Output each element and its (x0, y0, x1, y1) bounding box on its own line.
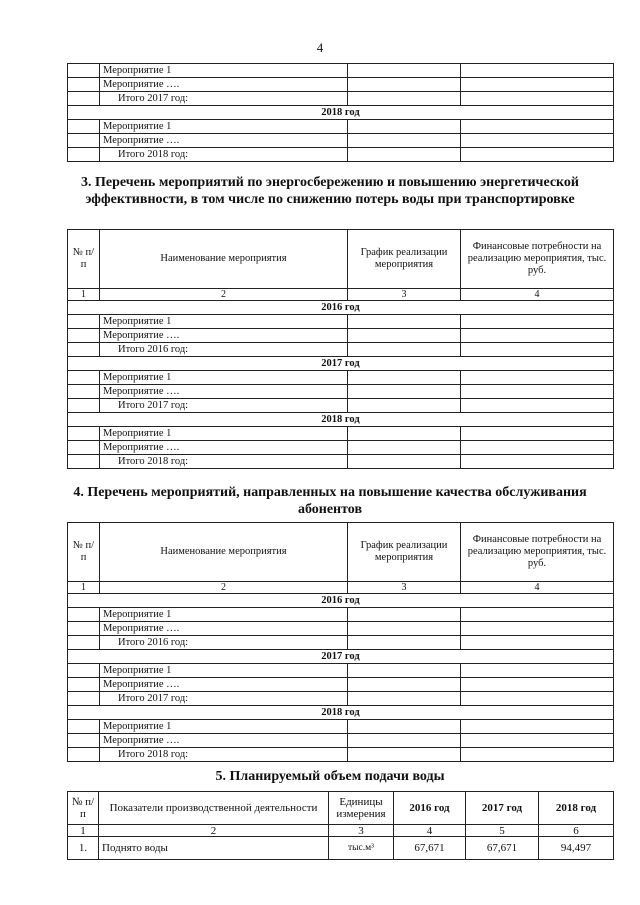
year-label: 2017 год (68, 357, 614, 371)
row-indicator: Поднято воды (99, 837, 329, 860)
item-label: Мероприятие …. (100, 78, 348, 92)
col-header-2018: 2018 год (539, 792, 614, 825)
item-label: Мероприятие 1 (100, 315, 348, 329)
col-number: 2 (100, 582, 348, 594)
col-header-unit: Единицы измерения (329, 792, 394, 825)
year-label: 2016 год (68, 594, 614, 608)
page-number: 4 (316, 40, 324, 55)
column-numbers-row (68, 289, 614, 301)
table-row (68, 692, 614, 706)
col-header-num: № п/п (68, 792, 99, 825)
year-label: 2018 год (68, 706, 614, 720)
year-row (68, 357, 614, 371)
item-label: Мероприятие 1 (100, 64, 348, 78)
item-label: Мероприятие 1 (100, 371, 348, 385)
col-header-schedule: График реализации мероприятия (348, 230, 461, 289)
total-label: Итого 2016 год: (100, 636, 348, 650)
column-numbers-row (68, 825, 614, 837)
col-number: 5 (466, 825, 539, 837)
column-numbers-row (68, 582, 614, 594)
table-row (68, 622, 614, 636)
col-number: 6 (539, 825, 614, 837)
table-row (68, 441, 614, 455)
col-number: 4 (461, 582, 614, 594)
table-row (68, 64, 614, 78)
table-row (68, 385, 614, 399)
section5-table (67, 791, 614, 860)
col-header-schedule: График реализации мероприятия (348, 523, 461, 582)
table-row (68, 664, 614, 678)
header-row (68, 523, 614, 582)
col-header-finance: Финансовые потребности на реализацию мероприятия, тыс. руб. (461, 230, 614, 289)
table-row (68, 78, 614, 92)
item-label: Мероприятие …. (100, 678, 348, 692)
table-row (68, 427, 614, 441)
year-row (68, 301, 614, 315)
col-header-2016: 2016 год (394, 792, 466, 825)
col-number: 2 (99, 825, 329, 837)
year-row (68, 706, 614, 720)
table-row (68, 636, 614, 650)
year-label: 2016 год (68, 301, 614, 315)
table-row (68, 720, 614, 734)
row-num: 1. (68, 837, 99, 860)
col-header-finance: Финансовые потребности на реализацию мероприятия, тыс. руб. (461, 523, 614, 582)
col-header-name: Наименование мероприятия (100, 230, 348, 289)
table-row (68, 92, 614, 106)
item-label: Мероприятие 1 (100, 664, 348, 678)
item-label: Мероприятие 1 (100, 608, 348, 622)
top-table (67, 63, 614, 162)
col-header-name: Наименование мероприятия (100, 523, 348, 582)
row-value-2018: 94,497 (539, 837, 614, 860)
total-label: Итого 2018 год: (100, 748, 348, 762)
header-row (68, 792, 614, 825)
section3-table (67, 229, 614, 469)
year-label: 2018 год (68, 106, 614, 120)
col-number: 3 (329, 825, 394, 837)
item-label: Мероприятие …. (100, 329, 348, 343)
total-label: Итого 2018 год: (100, 148, 348, 162)
row-unit: тыс.м³ (329, 837, 394, 860)
col-header-num: № п/п (68, 230, 100, 289)
col-header-indicator: Показатели производственной деятельности (99, 792, 329, 825)
col-header-2017: 2017 год (466, 792, 539, 825)
total-label: Итого 2017 год: (100, 692, 348, 706)
item-label: Мероприятие …. (100, 385, 348, 399)
item-label: Мероприятие 1 (100, 427, 348, 441)
item-label: Мероприятие …. (100, 134, 348, 148)
table-row (68, 678, 614, 692)
item-label: Мероприятие …. (100, 734, 348, 748)
year-row (68, 413, 614, 427)
year-row (68, 650, 614, 664)
table-row (68, 120, 614, 134)
total-label: Итого 2016 год: (100, 343, 348, 357)
section4-title: 4. Перечень мероприятий, направленных на повышение качества обслуживания абонентов (73, 485, 587, 517)
table-row (68, 148, 614, 162)
section4-table (67, 522, 614, 762)
table-row (68, 455, 614, 469)
item-label: Мероприятие 1 (100, 720, 348, 734)
col-number: 4 (461, 289, 614, 301)
table-row (68, 134, 614, 148)
row-value-2017: 67,671 (466, 837, 539, 860)
col-number: 2 (100, 289, 348, 301)
table-row (68, 371, 614, 385)
item-label: Мероприятие …. (100, 441, 348, 455)
table-row (68, 343, 614, 357)
year-row (68, 594, 614, 608)
table-row (68, 837, 614, 860)
table-row (68, 329, 614, 343)
col-number: 3 (348, 582, 461, 594)
table-row (68, 399, 614, 413)
col-number: 1 (68, 825, 99, 837)
year-row (68, 106, 614, 120)
col-header-num: № п/п (68, 523, 100, 582)
table-row (68, 748, 614, 762)
row-value-2016: 67,671 (394, 837, 466, 860)
year-label: 2017 год (68, 650, 614, 664)
col-number: 1 (68, 582, 100, 594)
item-label: Мероприятие 1 (100, 120, 348, 134)
total-label: Итого 2017 год: (100, 399, 348, 413)
year-label: 2018 год (68, 413, 614, 427)
col-number: 3 (348, 289, 461, 301)
section3-title: 3. Перечень мероприятий по энергосбережению и повышению энергетической эффективности, в том числе по снижению потерь воды при транспортировке (80, 175, 580, 207)
section5-title: 5. Планируемый объем подачи воды (215, 769, 445, 784)
table-row (68, 608, 614, 622)
col-number: 4 (394, 825, 466, 837)
table-row (68, 734, 614, 748)
total-label: Итого 2017 год: (100, 92, 348, 106)
table-row (68, 315, 614, 329)
header-row (68, 230, 614, 289)
col-number: 1 (68, 289, 100, 301)
total-label: Итого 2018 год: (100, 455, 348, 469)
item-label: Мероприятие …. (100, 622, 348, 636)
